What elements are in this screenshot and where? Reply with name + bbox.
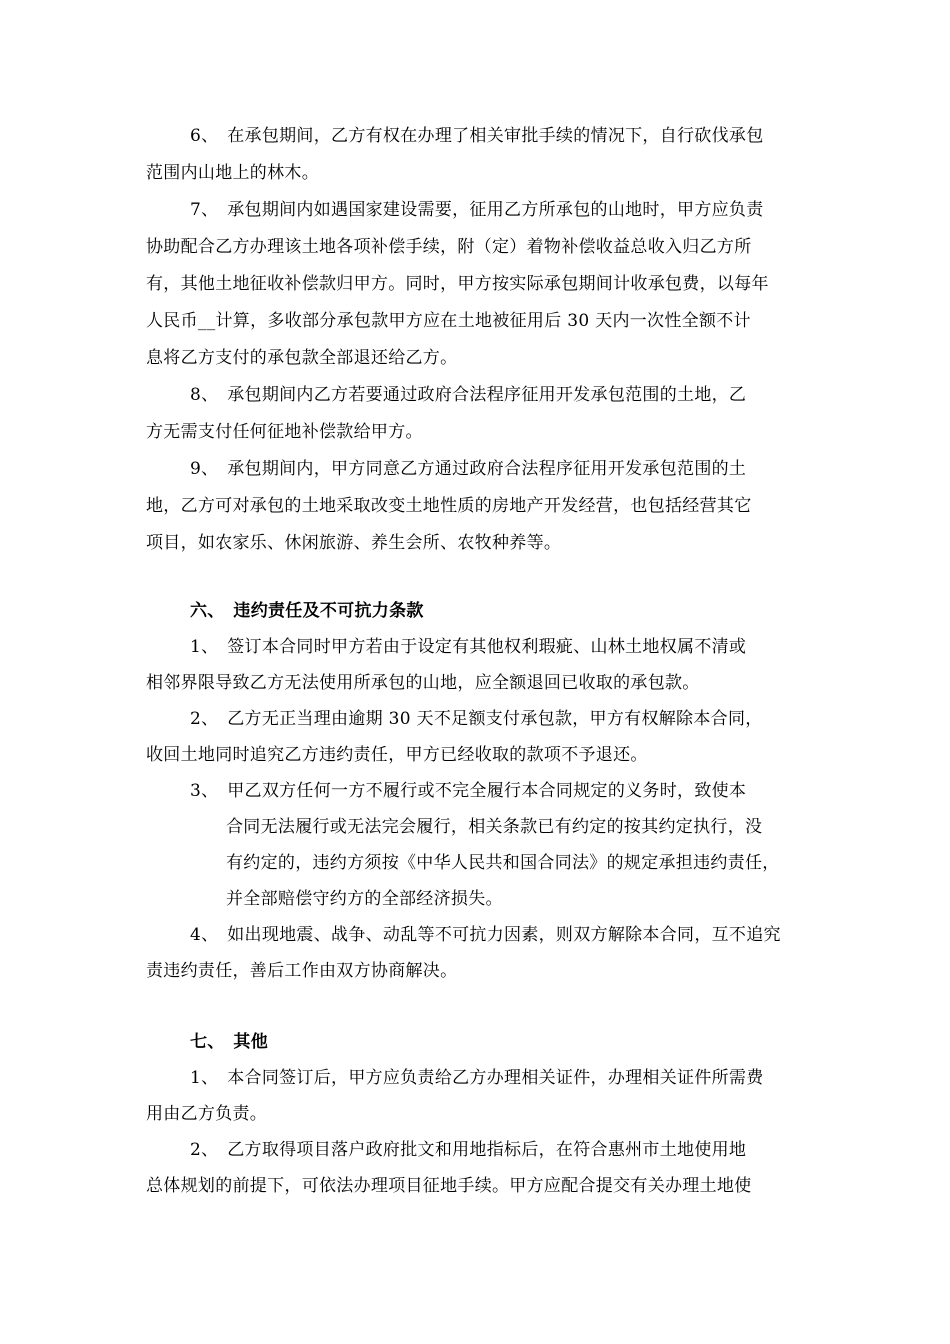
paragraph-line: 6、 在承包期间，乙方有权在办理了相关审批手续的情况下，自行砍伐承包 bbox=[190, 126, 764, 146]
paragraph-line: 并全部赔偿守约方的全部经济损失。 bbox=[226, 889, 503, 909]
paragraph-line: 人民币__计算，多收部分承包款甲方应在土地被征用后 30 天内一次性全额不计 bbox=[146, 311, 751, 331]
paragraph-line: 9、 承包期间内，甲方同意乙方通过政府合法程序征用开发承包范围的土 bbox=[190, 459, 747, 479]
section-heading: 七、 其他 bbox=[190, 1032, 268, 1052]
paragraph-line: 责违约责任，善后工作由双方协商解决。 bbox=[146, 961, 458, 981]
paragraph-line: 协助配合乙方办理该土地各项补偿手续，附（定）着物补偿收益总收入归乙方所 bbox=[146, 237, 752, 257]
paragraph-line: 用由乙方负责。 bbox=[146, 1104, 268, 1124]
paragraph-line: 3、 甲乙双方任何一方不履行或不完全履行本合同规定的义务时，致使本 bbox=[190, 781, 747, 801]
paragraph-line: 有约定的，违约方须按《中华人民共和国合同法》的规定承担违约责任， bbox=[226, 853, 780, 873]
paragraph-line: 4、 如出现地震、战争、动乱等不可抗力因素，则双方解除本合同，互不追究 bbox=[190, 925, 781, 945]
paragraph-line: 息将乙方支付的承包款全部退还给乙方。 bbox=[146, 348, 458, 368]
paragraph-line: 范围内山地上的林木。 bbox=[146, 163, 319, 183]
paragraph-line: 总体规划的前提下，可依法办理项目征地手续。甲方应配合提交有关办理土地使 bbox=[146, 1176, 752, 1196]
paragraph-line: 收回土地同时追究乙方违约责任，甲方已经收取的款项不予退还。 bbox=[146, 745, 648, 765]
paragraph-line: 地，乙方可对承包的土地采取改变土地性质的房地产开发经营，也包括经营其它 bbox=[146, 496, 752, 516]
paragraph-line: 方无需支付任何征地补偿款给甲方。 bbox=[146, 422, 423, 442]
paragraph-line: 有，其他土地征收补偿款归甲方。同时，甲方按实际承包期间计收承包费，以每年 bbox=[146, 274, 769, 294]
paragraph-line: 项目，如农家乐、休闲旅游、养生会所、农牧种养等。 bbox=[146, 533, 562, 553]
paragraph-line: 1、 签订本合同时甲方若由于设定有其他权利瑕疵、山林土地权属不清或 bbox=[190, 637, 747, 657]
paragraph-line: 2、 乙方无正当理由逾期 30 天不足额支付承包款，甲方有权解除本合同， bbox=[190, 709, 763, 729]
paragraph-line: 合同无法履行或无法完会履行，相关条款已有约定的按其约定执行，没 bbox=[226, 817, 763, 837]
paragraph-line: 1、 本合同签订后，甲方应负责给乙方办理相关证件，办理相关证件所需费 bbox=[190, 1068, 764, 1088]
paragraph-line: 8、 承包期间内乙方若要通过政府合法程序征用开发承包范围的土地，乙 bbox=[190, 385, 747, 405]
paragraph-line: 7、 承包期间内如遇国家建设需要，征用乙方所承包的山地时，甲方应负责 bbox=[190, 200, 764, 220]
section-heading: 六、 违约责任及不可抗力条款 bbox=[190, 601, 424, 621]
paragraph-line: 2、 乙方取得项目落户政府批文和用地指标后，在符合惠州市土地使用地 bbox=[190, 1140, 747, 1160]
paragraph-line: 相邻界限导致乙方无法使用所承包的山地，应全额退回已收取的承包款。 bbox=[146, 673, 700, 693]
